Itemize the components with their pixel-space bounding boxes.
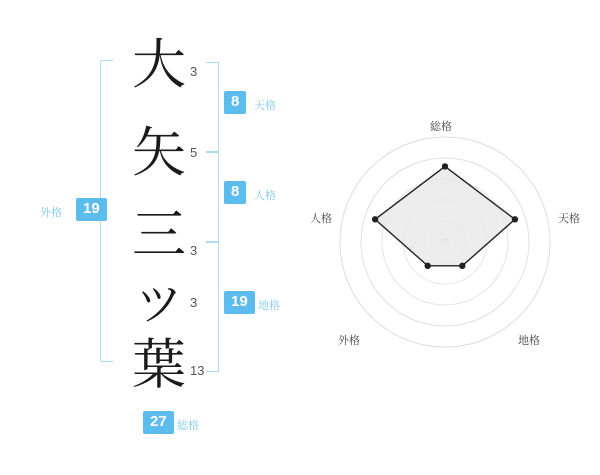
stroke-count-2: 5 — [190, 145, 198, 160]
badge-label-soukaku: 総格 — [177, 420, 199, 432]
axis-label-soukaku: 総格 — [430, 121, 452, 133]
axis-label-chikaku: 地格 — [518, 335, 540, 347]
axis-label-tenkaku: 天格 — [558, 213, 580, 225]
badge-label-outer: 外格 — [40, 207, 62, 219]
radar-point-3 — [425, 263, 431, 269]
badge-label-jinkaku: 人格 — [254, 190, 276, 202]
badge-outer: 19 — [76, 198, 107, 221]
badge-chikaku: 19 — [224, 291, 255, 314]
kanji-char-3: 三 — [132, 205, 186, 265]
tenkaku-bracket — [206, 62, 219, 152]
stroke-count-5: 13 — [190, 363, 205, 378]
badge-soukaku: 27 — [143, 411, 174, 434]
axis-label-jinkaku: 人格 — [310, 213, 332, 225]
radar-point-2 — [459, 263, 465, 269]
badge-label-chikaku: 地格 — [258, 300, 280, 312]
stroke-count-3: 3 — [190, 243, 198, 258]
radar-chart — [310, 0, 600, 470]
radar-point-0 — [442, 163, 448, 169]
kanji-char-4: ツ — [136, 279, 182, 330]
chikaku-bracket — [206, 242, 219, 372]
axis-label-gaikaku: 外格 — [338, 335, 360, 347]
radar-chart-panel — [310, 0, 600, 470]
stroke-count-1: 3 — [190, 64, 198, 79]
badge-jinkaku: 8 — [224, 181, 246, 204]
radar-point-1 — [512, 216, 518, 222]
radar-data-polygon — [375, 166, 515, 265]
kanji-char-2: 矢 — [132, 123, 186, 183]
jinkaku-bracket — [206, 152, 219, 242]
kanji-char-5: 葉 — [132, 335, 186, 395]
badge-label-tenkaku: 天格 — [254, 100, 276, 112]
stroke-count-4: 3 — [190, 295, 198, 310]
badge-tenkaku: 8 — [224, 91, 246, 114]
kanji-char-1: 大 — [132, 35, 186, 95]
radar-point-4 — [372, 216, 378, 222]
